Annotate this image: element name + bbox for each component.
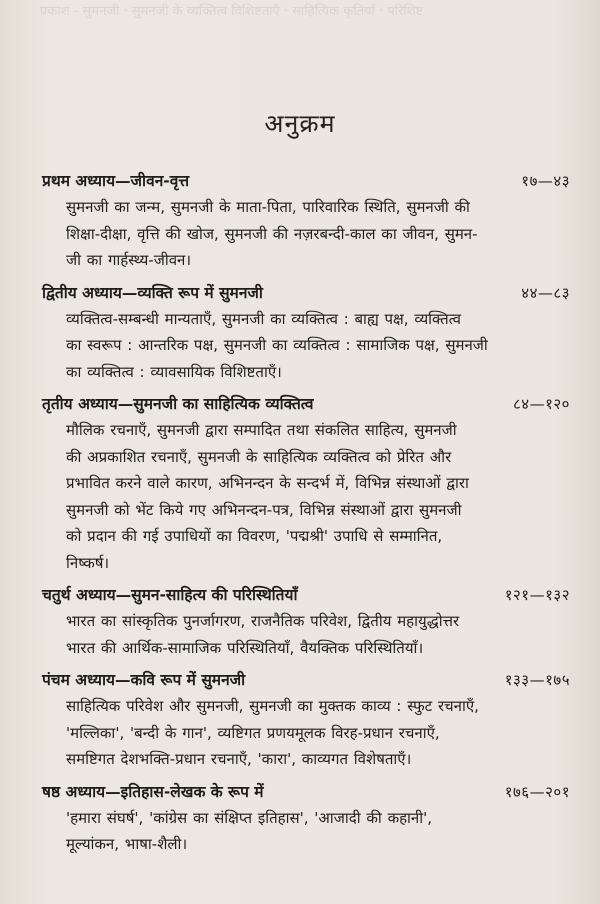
topic-line: 'मल्लिका', 'बन्दी के गान', व्यष्टिगत प्रणयमूलक विरह-प्रधान रचनाएँ, — [66, 723, 440, 742]
topic-line: मौलिक रचनाएँ, सुमनजी द्वारा सम्पादित तथा संकलित साहित्य, सुमनजी — [66, 421, 457, 439]
chapter-heading — [42, 168, 578, 194]
topic-line: प्रभावित करने वाले कारण, अभिनन्दन के सन्दर्भ में, विभिन्न संस्थाओं द्वारा — [66, 474, 469, 492]
page-range: १७६—२०१ — [504, 782, 570, 801]
topic-line: व्यक्तित्व-सम्बन्धी मान्यताएँ, सुमनजी का व्यक्तित्व : बाह्य पक्ष, व्यक्तित्व — [66, 309, 461, 328]
chapter-title: षष्ठ अध्याय—इतिहास-लेखक के रूप में — [42, 782, 264, 801]
topic-line: सुमनजी को भेंट किये गए अभिनन्दन-पत्र, विभिन्न संस्थाओं द्वारा सुमनजी — [66, 500, 462, 519]
chapter-entry — [42, 391, 578, 576]
topic-line: का स्वरूप : आन्तरिक पक्ष, सुमनजी का व्यक्तित्व : सामाजिक पक्ष, सुमनजी — [66, 336, 488, 354]
page-range: १७—४३ — [521, 172, 570, 190]
topic-line: सुमनजी का जन्म, सुमनजी के माता-पिता, पारिवारिक स्थिति, सुमनजी की — [66, 198, 470, 216]
chapter-entry — [42, 779, 578, 858]
page-range: १३३—१७५ — [504, 671, 570, 689]
page-range: ८४—१२० — [512, 395, 570, 413]
chapter-title: प्रथम अध्याय—जीवन-वृत्त — [42, 172, 190, 190]
topic-line: की अप्रकाशित रचनाएँ, सुमनजी के साहित्यिक व्यक्तित्व को प्रेरित और — [66, 447, 452, 466]
chapter-heading — [42, 582, 578, 608]
chapter-heading — [42, 667, 578, 693]
topic-line: समष्टिगत देशभक्ति-प्रधान रचनाएँ, 'कारा', काव्यगत विशेषताएँ। — [66, 750, 412, 768]
chapter-heading — [42, 280, 578, 306]
chapter-title: चतुर्थ अध्याय—सुमन-साहित्य की परिस्थितियाँ — [42, 586, 298, 604]
chapter-title: पंचम अध्याय—कवि रूप में सुमनजी — [42, 671, 246, 689]
chapter-topics — [66, 805, 578, 858]
topic-line: 'हमारा संघर्ष', 'कांग्रेस का संक्षिप्त इतिहास', 'आजादी की कहानी', — [66, 808, 433, 827]
page-range: १२१—१३२ — [504, 586, 570, 604]
chapter-heading — [42, 391, 578, 417]
topic-line: मूल्यांकन, भाषा-शैली। — [66, 835, 188, 853]
contents-list — [42, 168, 578, 864]
chapter-entry — [42, 168, 578, 274]
chapter-entry — [42, 667, 578, 773]
chapter-heading — [42, 779, 578, 805]
chapter-topics — [66, 693, 578, 773]
topic-line: जी का गार्हस्थ्य-जीवन। — [66, 251, 192, 269]
chapter-topics — [66, 194, 578, 274]
chapter-title: तृतीय अध्याय—सुमनजी का साहित्यिक व्यक्तित्व — [42, 395, 314, 413]
topic-line: का व्यक्तित्व : व्यावसायिक विशिष्टताएँ। — [66, 362, 282, 381]
chapter-entry — [42, 280, 578, 386]
topic-line: निष्कर्ष। — [66, 553, 110, 572]
chapter-topics — [66, 306, 578, 386]
chapter-topics — [66, 417, 578, 576]
topic-line: साहित्यिक परिवेश और सुमनजी, सुमनजी का मुक्तक काव्य : स्फुट रचनाएँ, — [66, 697, 479, 715]
chapter-title: द्वितीय अध्याय—व्यक्ति रूप में सुमनजी — [42, 283, 263, 302]
topic-line: को प्रदान की गई उपाधियों का विवरण, 'पद्मश्री' उपाधि से सम्मानित, — [66, 527, 443, 545]
topic-line: शिक्षा-दीक्षा, वृत्ति की खोज, सुमनजी की नज़रबन्दी-काल का जीवन, सुमन- — [66, 224, 478, 243]
bleed-through-text: प्रकाश - सुमनजी · सुमनजी के व्यक्तित्व विशिष्टताएँ · साहित्यिक कृतियाँ · परिशिष्ट — [40, 4, 424, 19]
topic-line: भारत की आर्थिक-सामाजिक परिस्थितियाँ, वैयक्तिक परिस्थितियाँ। — [66, 638, 424, 657]
page-title: अनुक्रम — [264, 109, 336, 138]
chapter-entry — [42, 582, 578, 661]
topic-line: भारत का सांस्कृतिक पुनर्जागरण, राजनैतिक परिवेश, द्वितीय महायुद्धोत्तर — [66, 612, 460, 630]
chapter-topics — [66, 608, 578, 661]
page-range: ४४—८३ — [521, 283, 570, 302]
